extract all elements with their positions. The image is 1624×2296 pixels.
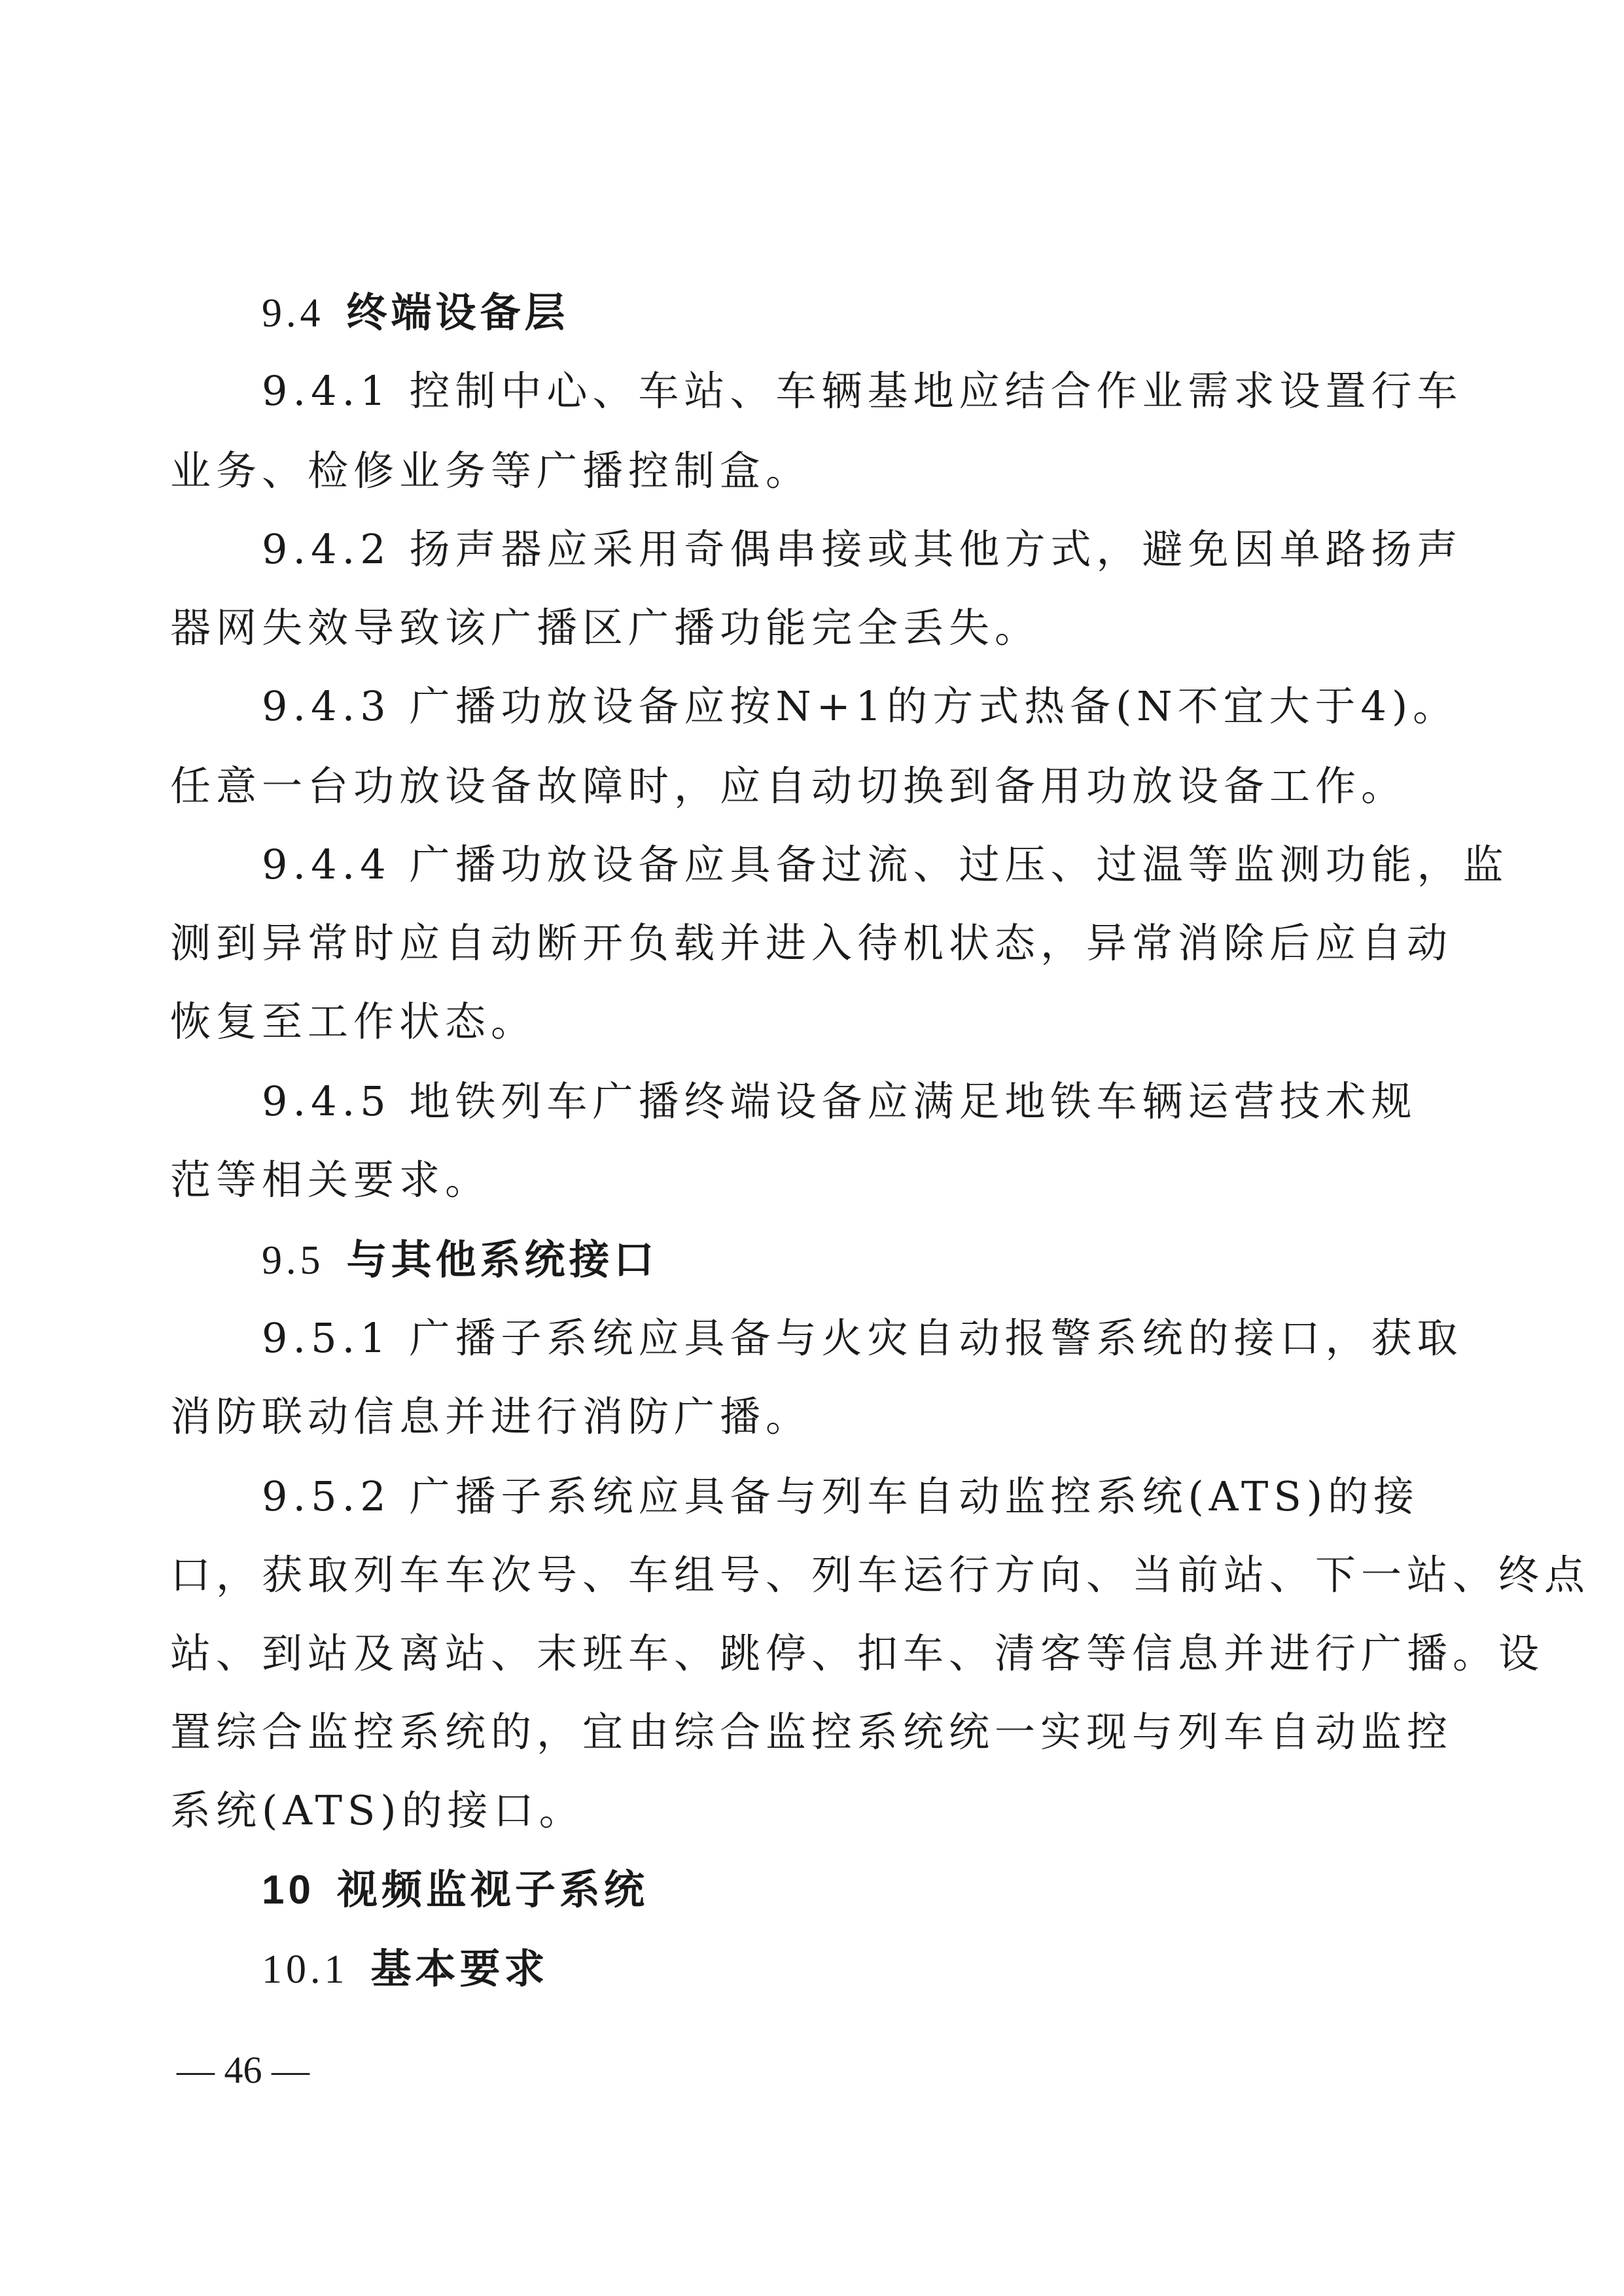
paragraph-9-4-2-line-1: 9.4.2 扬声器应采用奇偶串接或其他方式，避免因单路扬声 [262, 525, 1463, 573]
paragraph-9-5-2-line-3: 站、到站及离站、末班车、跳停、扣车、清客等信息并进行广播。设 [170, 1629, 1545, 1677]
page-number: — 46 — [177, 2049, 309, 2091]
chapter-title: 视频监视子系统 [336, 1868, 648, 1913]
paragraph-9-5-2-line-4: 置综合监控系统的，宜由综合监控系统统一实现与列车自动监控 [170, 1708, 1453, 1756]
section-heading-9-4 [262, 287, 569, 339]
paragraph-9-4-4-line-2: 测到异常时应自动断开负载并进入待机状态，异常消除后应自动 [170, 919, 1453, 967]
paragraph-9-5-1-line-2: 消防联动信息并进行消防广播。 [170, 1393, 812, 1440]
section-title: 与其他系统接口 [346, 1236, 658, 1283]
chapter-heading-10 [262, 1864, 648, 1917]
paragraph-9-5-2-line-2: 口，获取列车车次号、车组号、列车运行方向、当前站、下一站、终点 [170, 1551, 1591, 1599]
section-number: 9.5 [262, 1238, 325, 1283]
section-heading-9-5 [262, 1234, 658, 1287]
section-title: 基本要求 [370, 1945, 549, 1992]
section-title: 终端设备层 [346, 288, 569, 336]
paragraph-9-4-3-line-2: 任意一台功放设备故障时，应自动切换到备用功放设备工作。 [170, 762, 1407, 810]
paragraph-9-4-3-line-1: 9.4.3 广播功放设备应按N+1的方式热备(N不宜大于4)。 [262, 682, 1459, 730]
paragraph-9-4-2-line-2: 器网失效导致该广播区广播功能完全丢失。 [170, 604, 1041, 652]
paragraph-9-5-1-line-1: 9.5.1 广播子系统应具备与火灾自动报警系统的接口，获取 [262, 1314, 1463, 1362]
paragraph-9-5-2-line-5: 系统(ATS)的接口。 [170, 1786, 585, 1834]
paragraph-9-4-5-line-1: 9.4.5 地铁列车广播终端设备应满足地铁车辆运营技术规 [262, 1077, 1417, 1125]
paragraph-9-4-1-line-1: 9.4.1 控制中心、车站、车辆基地应结合作业需求设置行车 [262, 367, 1463, 415]
paragraph-9-4-4-line-3: 恢复至工作状态。 [170, 998, 537, 1045]
section-number: 9.4 [262, 291, 325, 336]
paragraph-9-4-1-line-2: 业务、检修业务等广播控制盒。 [170, 447, 812, 495]
chapter-number: 10 [262, 1868, 315, 1913]
paragraph-9-4-4-line-1: 9.4.4 广播功放设备应具备过流、过压、过温等监测功能，监 [262, 841, 1509, 888]
paragraph-9-4-5-line-2: 范等相关要求。 [170, 1156, 491, 1204]
section-number: 10.1 [262, 1947, 349, 1992]
paragraph-9-5-2-line-1: 9.5.2 广播子系统应具备与列车自动监控系统(ATS)的接 [262, 1472, 1420, 1520]
section-heading-10-1 [262, 1943, 549, 1996]
